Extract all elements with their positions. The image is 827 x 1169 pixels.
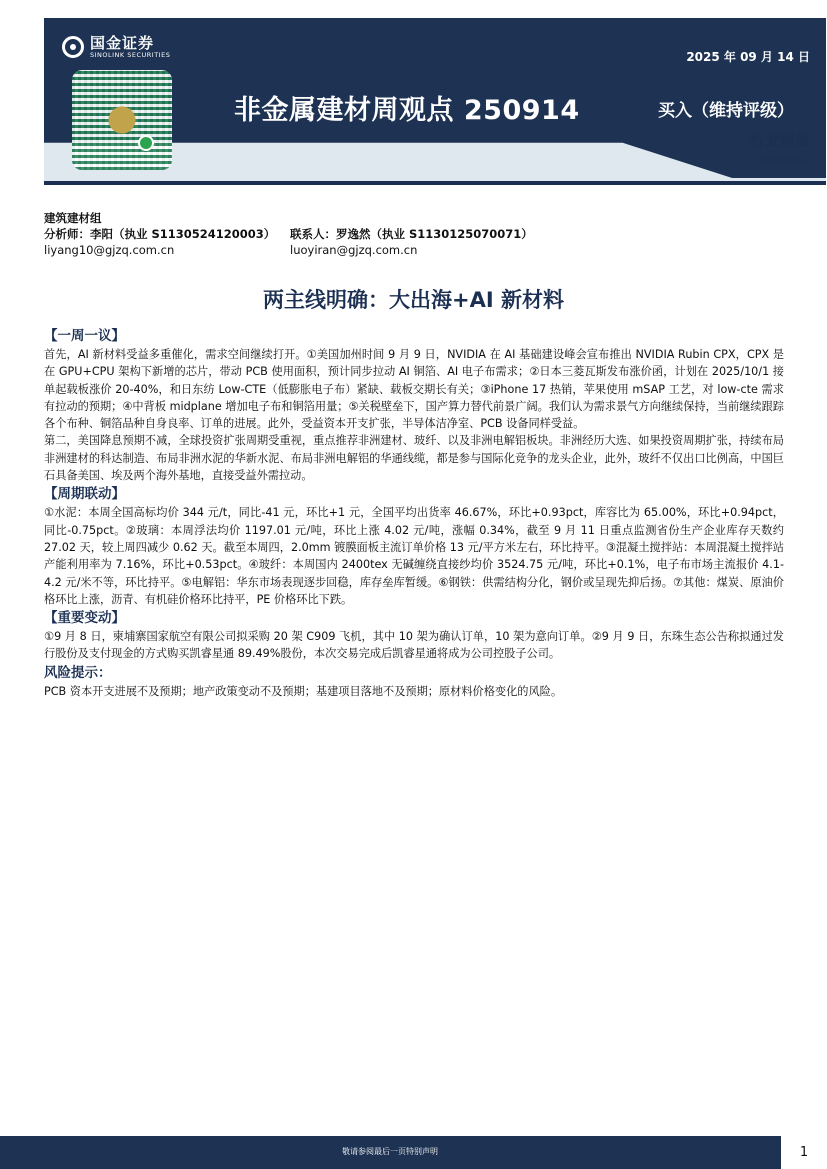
disclaimer-note: 敬请参阅最后一页特别声明 [342, 1147, 438, 1156]
section-heading-weekly-topic: 【一周一议】 [44, 328, 125, 344]
analyst-block [44, 210, 533, 258]
team-name: 建筑建材组 [44, 211, 102, 225]
analyst-name: 分析师：李阳（执业 S1130524120003） [44, 227, 276, 241]
section-heading-changes: 【重要变动】 [44, 610, 125, 627]
qr-code-image [72, 70, 172, 170]
report-body [44, 326, 784, 700]
paragraph: ①9 月 8 日，柬埔寨国家航空有限公司拟采购 20 架 C909 飞机，其中 10 架为确认订单，10 架为意向订单。②9 月 9 日，东珠生态公告称拟通过发行股份及支付现金的方式购买凯睿星通 89.49%股份，本次交易完成后凯睿星通将成为公司控股子公司。 [44, 630, 784, 661]
paragraph: 第二，美国降息预期不减，全球投资扩张周期受重视，重点推荐非洲建材、玻纤、以及非洲电解铝板块。非洲经历大选、如果投资周期扩张，持续布局非洲建材的科达制造、布局非洲水泥的华新水泥、布局非洲电解铝的华通线缆，都是参与国际化竞争的龙头企业，此外，玻纤不仅出口比例高，中国巨石具备美国、埃及两个海外基地，直接受益外需拉动。 [44, 434, 784, 483]
company-logo [62, 36, 170, 59]
page-number: 1 [781, 1136, 827, 1169]
section-heading-risk: 风险提示： [44, 664, 112, 681]
logo-cn-text: 国金证券 [90, 34, 155, 52]
paragraph: 首先，AI 新材料受益多重催化，需求空间继续打开。①美国加州时间 9 月 9 日，NVIDIA 在 AI 基础建设峰会宣布推出 NVIDIA Rubin CPX，CPX 是在 GPU+CPU 架构下新增的芯片，带动 PCB 使用面积，预计同步拉动 AI 铜箔、AI 电子布需求；②日本三菱瓦斯发布涨价函，计划在 2025/10/1 接单起载板涨价 20-40%，和日东纺 Low-CTE（低膨胀电子布）紧缺、载板交期长有关；③iPhone 17 热销，苹果使用 mSAP 工艺，对 low-cte 需求有拉动的预期；④中背板 midplane 增加电子布和铜箔用量；⑤关税壁垒下，国产算力替代前景广阔。我们认为需求景气方向继续保持，当前继续跟踪各个布种、铜箔品种自身良率、订单的进展。此外，受益资本开支扩张，半导体洁净室、PCB 设备同样受益。 [44, 348, 784, 431]
rating-label: 买入（维持评级） [658, 101, 794, 121]
paragraph: PCB 资本开支进展不及预期；地产政策变动不及预期；基建项目落地不及预期；原材料价格变化的风险。 [44, 684, 563, 698]
logo-mark-icon [62, 36, 84, 58]
report-date: 2025 年 09 月 14 日 [686, 50, 810, 64]
qr-badge-icon [138, 135, 154, 151]
page-footer [0, 1136, 827, 1169]
logo-en-text: SINOLINK SECURITIES [90, 50, 171, 59]
report-type: 行业周报 [749, 131, 810, 149]
report-subtype: 证券研究报告 [755, 156, 810, 166]
report-title: 非金属建材周观点 250914 [234, 95, 580, 126]
section-heading-cycle: 【周期联动】 [44, 486, 125, 503]
contact-email-link[interactable]: luoyiran@gjzq.com.cn [290, 243, 418, 257]
analyst-email-link[interactable]: liyang10@gjzq.com.cn [44, 243, 175, 257]
report-headline: 两主线明确：大出海+AI 新材料 [263, 288, 564, 312]
paragraph: ①水泥：本周全国高标均价 344 元/t，同比-41 元，环比+1 元，全国平均出货率 46.67%，环比+0.93pct，库容比为 65.00%，环比+0.94pct，同比-0.75pct。②玻璃：本周浮法均价 1197.01 元/吨，环比上涨 4.02 元/吨，涨幅 0.34%，截至 9 月 11 日重点监测省份生产企业库存天数约 27.02 天，较上周四减少 0.62 天。截至本周四，2.0mm 镀膜面板主流订单价格 13 元/平方米左右，环比持平。③混凝土搅拌站：本周混凝土搅拌站产能利用率为 7.16%，环比+0.53pct。④玻纤：本周国内 2400tex 无碱缠绕直接纱均价 3524.75 元/吨，环比+0.1%，电子布市场主流报价 4.1-4.2 元/米不等，环比持平。⑤电解铝：华东市场表现逐步回稳，库存垒库暂缓。⑥钢铁：供需结构分化，钢价或呈现先抑后扬。⑦其他：煤炭、原油价格环比上涨，沥青、有机硅价格环比持平，PE 价格环比下跌。 [44, 506, 784, 606]
contact-name: 联系人：罗逸然（执业 S1130125070071） [290, 227, 533, 241]
